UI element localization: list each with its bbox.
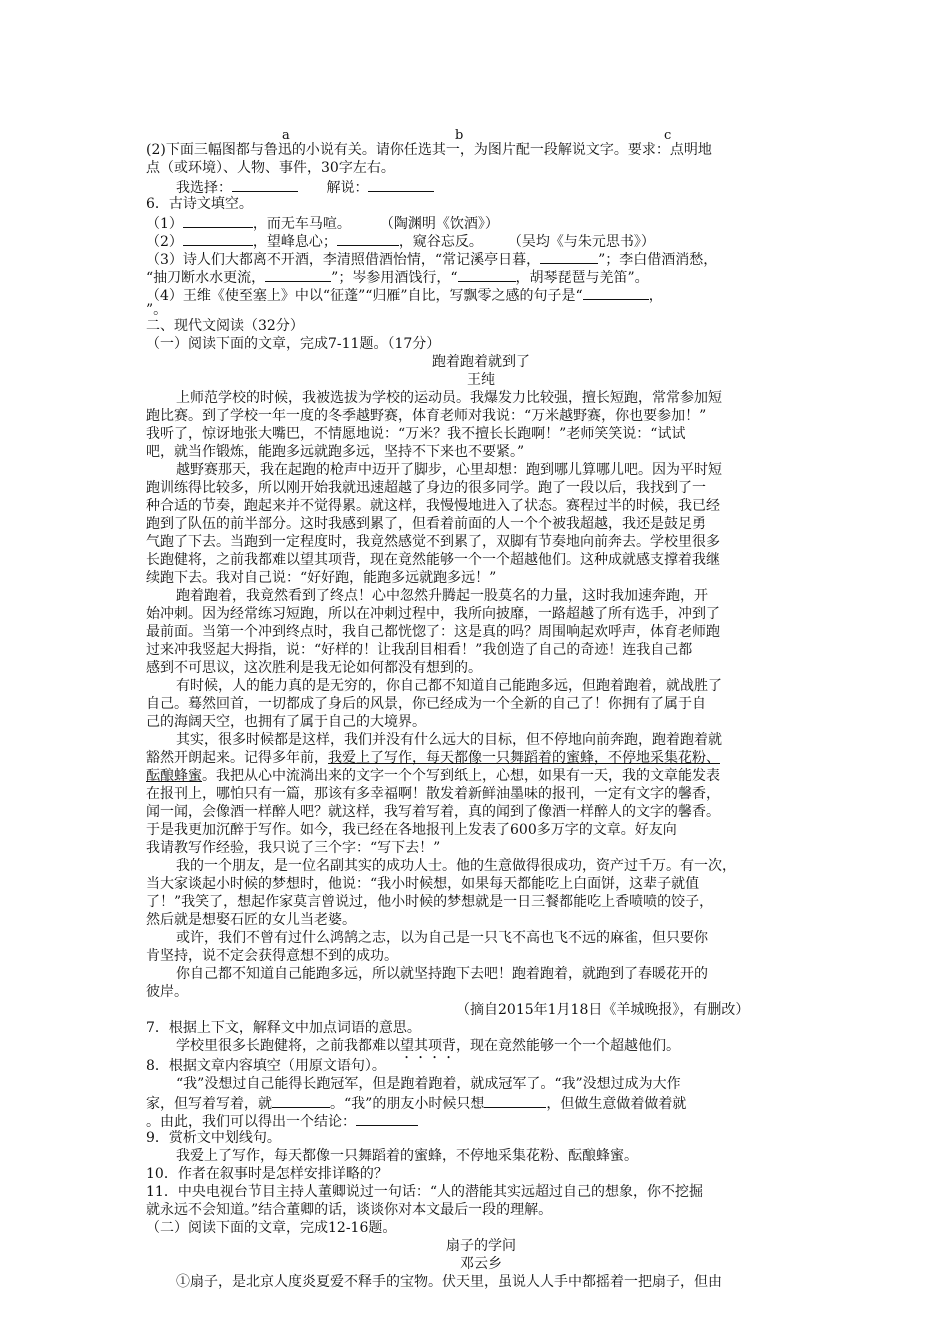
p3-line-3: 最前面。当第一个冲到终点时，我自己都恍惚了：这是真的吗？周围响起欢呼声，体育老师跑 — [146, 624, 720, 640]
q6-2-source: （吴均《与朱元思书》） — [514, 234, 655, 250]
question-11-line-1: 11．中央电视台节目主持人董卿说过一句话：“人的潜能其实远超过自己的想象，你不挖掘 — [146, 1184, 703, 1200]
question-5-2-line-1: (2)下面三幅图都与鲁迅的小说有关。请你任选其一，为图片配一段解说文字。要求：点明地 — [146, 142, 712, 158]
section-2-title: 二、现代文阅读（32分） — [146, 318, 304, 334]
p2-line-1: 越野赛那天，我在起跑的枪声中迈开了脚步，心里却想：跑到哪儿算哪儿吧。因为平时短 — [176, 462, 722, 478]
q6-3-blank-2[interactable] — [265, 267, 331, 282]
q6-4-text-2: ”。 — [146, 302, 168, 318]
article-1-title: 跑着跑着就到了 — [432, 354, 530, 370]
p5-line-3 — [146, 767, 816, 785]
q8-text-2: 。“我”的朋友小时候只想 — [330, 1096, 485, 1112]
question-7: 7．根据上下文，解释文中加点词语的意思。 — [146, 1020, 421, 1036]
explain-label: 解说： — [326, 180, 369, 196]
q6-1-blank[interactable] — [183, 213, 253, 228]
p7-line-2: 肯坚持，说不定会获得意想不到的成功。 — [146, 948, 398, 964]
question-6-2 — [146, 231, 816, 251]
p3-line-1: 跑着跑着，我竟然看到了终点！心中忽然升腾起一股莫名的力量，这时我加速奔跑，开 — [176, 588, 708, 604]
q6-3-text-3: “抽刀断水水更流， — [146, 270, 266, 286]
p6-line-1: 我的一个朋友，是一位名副其实的成功人士。他的生意做得很成功，资产过千万。有一次， — [176, 858, 736, 874]
p5-line-4: 在报刊上，哪怕只有一篇，那该有多幸福啊！散发着新鲜油墨味的报刊，一定有文字的馨香， — [146, 786, 720, 802]
p5-line-7: 我请教写作经验，我只说了三个字：“写下去！” — [146, 840, 441, 856]
explain-blank[interactable] — [368, 177, 434, 192]
q6-3-text-4: ”；岑参用酒饯行，“ — [331, 270, 458, 286]
underlined-sentence-part-2: 酝酿蜂蜜 — [146, 768, 202, 784]
p5-line-2 — [146, 749, 816, 767]
q8-text-1: 家，但写着写着，就 — [146, 1096, 272, 1112]
p2-line-3: 种合适的节奏，跑起来并不觉得累。就这样，我慢慢地进入了状态。赛程过半的时候，我已经 — [146, 498, 720, 514]
question-5-2-answer-line — [146, 177, 816, 197]
p8-line-2: 彼岸。 — [146, 984, 188, 1000]
q6-1-num: （1） — [146, 216, 183, 232]
q8-text-3: ，但做生意做着做着就 — [546, 1096, 687, 1112]
question-9-sentence: 我爱上了写作，每天都像一只舞蹈着的蜜蜂，不停地采集花粉、酝酿蜂蜜。 — [176, 1148, 638, 1164]
p1-line-1: 上师范学校的时候，我被选拔为学校的运动员。我爆发力比较强，擅长短跑，常常参加短 — [176, 390, 722, 406]
q8-blank-2[interactable] — [484, 1093, 546, 1108]
question-6-title: 6．古诗文填空。 — [146, 196, 253, 212]
p2-line-4: 跑到了队伍的前半部分。这时我感到累了，但看着前面的人一个个被我超越，我还是鼓足勇 — [146, 516, 706, 532]
q6-2-num: （2） — [146, 234, 183, 250]
article-2-p1: ①扇子，是北京人度炎夏爱不释手的宝物。伏天里，虽说人人手中都摇着一把扇子，但由 — [176, 1274, 722, 1290]
p7-line-1: 或许，我们不曾有过什么鸿鹄之志，以为自己是一只飞不高也飞不远的麻雀，但只要你 — [176, 930, 708, 946]
q6-4-comma: ， — [648, 288, 663, 304]
choose-label: 我选择： — [176, 180, 232, 196]
question-8-line-2 — [146, 1093, 816, 1113]
article-2-title: 扇子的学问 — [446, 1238, 516, 1254]
q8-blank-3[interactable] — [356, 1111, 418, 1126]
question-6-3-line-2 — [146, 267, 816, 287]
question-8-line-3 — [146, 1111, 816, 1131]
p6-line-4: 然后就是想娶石匠的女儿当老婆。 — [146, 912, 356, 928]
question-8: 8．根据文章内容填空（用原文语句）。 — [146, 1058, 386, 1074]
picture-label-b: b — [455, 128, 464, 143]
q6-3-text-1: （3）诗人们大都离不开酒，李清照借酒怡情，“常记溪亭日暮， — [146, 252, 541, 268]
question-8-line-1: “我”没想过自己能得长跑冠军，但是跑着跑着，就成冠军了。“我”没想过成为大作 — [176, 1076, 681, 1092]
p4-line-3: 己的海阔天空，也拥有了属于自己的大境界。 — [146, 714, 426, 730]
p6-line-3: 了！”我笑了，想起作家莫言曾说过，他小时候的梦想就是一日三餐都能吃上香喷喷的饺子， — [146, 894, 714, 910]
q6-3-blank-1[interactable] — [540, 249, 598, 264]
p5-line-3-text: 。我把从心中流淌出来的文字一个个写到纸上，心想，如果有一天，我的文章能发表 — [202, 768, 720, 784]
q6-2-text-1: ，望峰息心； — [252, 234, 337, 250]
q6-1-text: ，而无车马喧。 — [252, 216, 351, 232]
question-6-1 — [146, 213, 816, 233]
q6-4-blank-1[interactable] — [583, 285, 649, 300]
q8-text-4: 。由此，我们可以得出一个结论： — [146, 1114, 356, 1130]
p5-line-5: 闻一闻，会像酒一样醉人吧？就这样，我写着写着，真的闻到了像酒一样醉人的文字的馨香。 — [146, 804, 720, 820]
q6-3-text-5: ，胡琴琵琶与羌笛”。 — [515, 270, 649, 286]
q6-2-blank-1[interactable] — [183, 231, 253, 246]
q6-1-source: （陶渊明《饮酒》） — [386, 216, 499, 232]
q7-sentence-text-1: 学校里很多长跑健将，之前我都难以 — [176, 1038, 400, 1054]
p3-line-5: 感到不可思议，这次胜利是我无论如何都没有想到的。 — [146, 660, 482, 676]
p1-line-4: 吧，就当作锻炼，能跑多远就跑多远，坚持不下来也不要紧。” — [146, 444, 525, 460]
p5-line-2-text: 豁然开朗起来。记得多年前， — [146, 750, 328, 766]
q8-blank-1[interactable] — [272, 1093, 330, 1108]
picture-label-a: a — [282, 128, 290, 143]
picture-label-c: c — [664, 128, 672, 143]
p8-line-1: 你自己都不知道自己能跑多远，所以就坚持跑下去吧！跑着跑着，就跑到了春暖花开的 — [176, 966, 708, 982]
p2-line-7: 续跑下去。我对自己说：“好好跑，能跑多远就跑多远！” — [146, 570, 497, 586]
question-5-2-line-2: 点（或环境）、人物、事件，30字左右。 — [146, 160, 395, 176]
p4-line-1: 有时候，人的能力真的是无穷的，你自己都不知道自己能跑多远，但跑着跑着，就战胜了 — [176, 678, 722, 694]
p5-line-1: 其实，很多时候都是这样，我们并没有什么远大的目标，但不停地向前奔跑，跑着跑着就 — [176, 732, 722, 748]
part-2-intro: （二）阅读下面的文章，完成12-16题。 — [146, 1220, 397, 1236]
p2-line-5: 气跑了下去。当跑到一定程度时，我竟然感觉不到累了，双脚有节奏地向前奔去。学校里很多 — [146, 534, 720, 550]
part-1-intro: （一）阅读下面的文章，完成7-11题。（17分） — [146, 336, 441, 352]
p2-line-2: 跑训练得比较多，所以刚开始我就迅速超越了身边的很多同学。跑了一段以后，我找到了一 — [146, 480, 706, 496]
p3-line-4: 过来冲我竖起大拇指，说：“好样的！让我刮目相看！”我创造了自己的奇迹！连我自己都 — [146, 642, 693, 658]
question-11-line-2: 就永远不会知道。”结合董卿的话，谈谈你对本文最后一段的理解。 — [146, 1202, 553, 1218]
underlined-sentence-part-1: 我爱上了写作，每天都像一只舞蹈着的蜜蜂，不停地采集花粉、 — [328, 750, 720, 766]
p1-line-2: 跑比赛。到了学校一年一度的冬季越野赛，体育老师对我说：“万米越野赛，你也要参加！” — [146, 408, 707, 424]
q6-4-text-1: （4）王维《使至塞上》中以“征蓬”“归雁”自比，写飘零之感的句子是“ — [146, 288, 583, 304]
article-1-author: 王纯 — [467, 372, 495, 388]
question-10: 10．作者在叙事时是怎样安排详略的？ — [146, 1166, 388, 1182]
p5-line-6: 于是我更加沉醉于写作。如今，我已经在各地报刊上发表了600多万字的文章。好友向 — [146, 822, 677, 838]
p2-line-6: 长跑健将，之前我都难以望其项背，现在竟然能够一个一个超越他们。这种成就感支撑着我继 — [146, 552, 720, 568]
article-2-author: 邓云乡 — [460, 1256, 502, 1272]
p6-line-2: 当大家谈起小时候的梦想时，他说：“我小时候想，如果每天都能吃上白面饼，这辈子就值 — [146, 876, 700, 892]
dotted-term: 望其项背 — [400, 1038, 456, 1054]
question-6-3-line-1 — [146, 249, 816, 269]
q7-sentence-text-2: ，现在竟然能够一个一个超越他们。 — [456, 1038, 680, 1054]
p1-line-3: 我听了，惊讶地张大嘴巴，不情愿地说：“万米？我不擅长长跑啊！”老师笑笑说：“试试 — [146, 426, 686, 442]
choose-blank[interactable] — [232, 177, 298, 192]
question-9: 9．赏析文中划线句。 — [146, 1130, 281, 1146]
q6-3-text-2: ”；李白借酒消愁， — [598, 252, 718, 268]
article-1-source: （摘自2015年1月18日《羊城晚报》，有删改） — [456, 1002, 750, 1018]
q6-2-text-2: ，窥谷忘反。 — [398, 234, 483, 250]
p4-line-2: 自己。蓦然回首，一切都成了身后的风景，你已经成为一个全新的自己了！你拥有了属于自 — [146, 696, 706, 712]
p3-line-2: 始冲刺。因为经常练习短跑，所以在冲刺过程中，我所向披靡，一路超越了所有选手，冲到了 — [146, 606, 720, 622]
q6-2-blank-2[interactable] — [337, 231, 399, 246]
q6-3-blank-3[interactable] — [458, 267, 516, 282]
